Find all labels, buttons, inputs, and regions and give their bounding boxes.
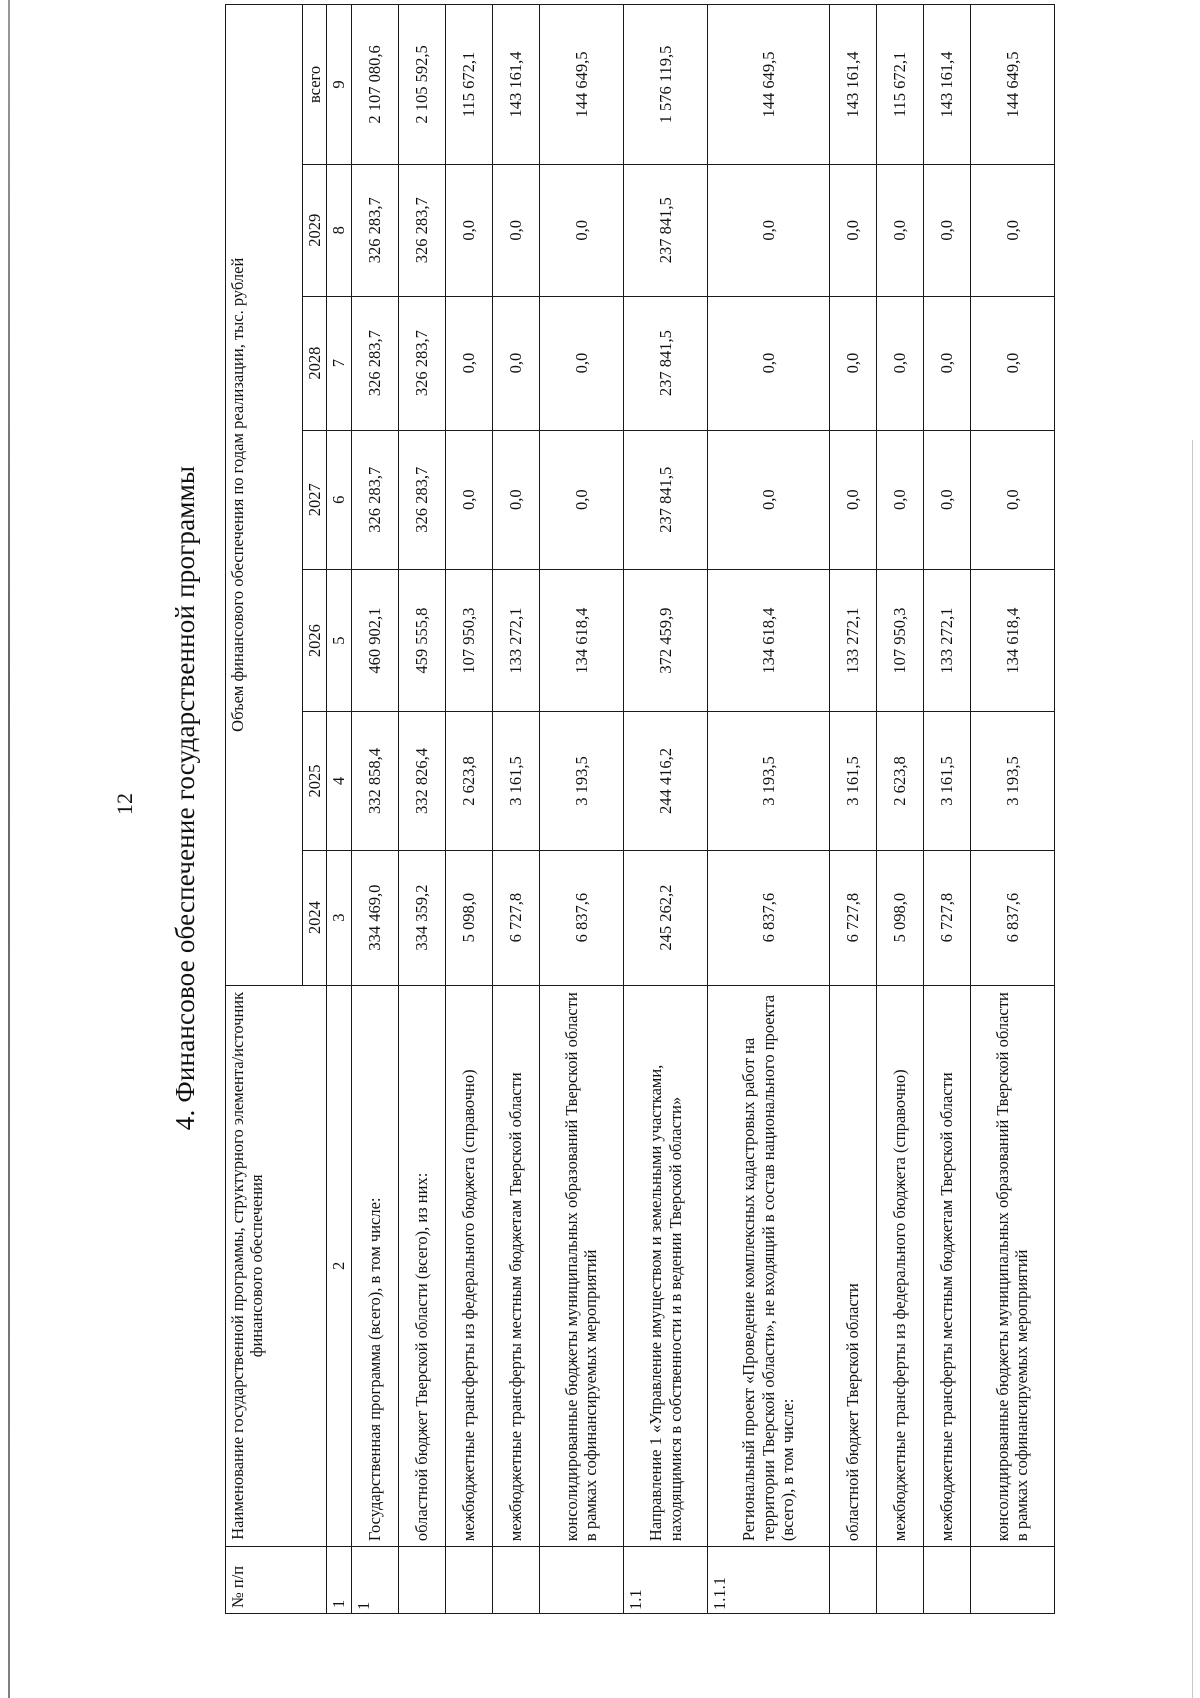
- table-body: [226, 5, 1055, 1614]
- row-year-value: 0,0: [829, 296, 876, 430]
- row-year-value: 134 618,4: [708, 569, 830, 712]
- column-number: 6: [327, 430, 351, 569]
- row-year-value: 0,0: [445, 430, 492, 569]
- row-year-value: 5 098,0: [445, 850, 492, 985]
- row-year-value: 134 618,4: [970, 569, 1054, 712]
- row-year-value: 3 161,5: [492, 712, 539, 850]
- column-number: 3: [327, 850, 351, 985]
- header-num: № п/п: [226, 1547, 327, 1614]
- row-year-value: 0,0: [970, 430, 1054, 569]
- column-number: 2: [327, 985, 351, 1547]
- row-year-value: 6 837,6: [539, 850, 623, 985]
- header-year: 2025: [303, 712, 327, 850]
- row-year-value: 0,0: [445, 164, 492, 296]
- row-year-value: 0,0: [492, 164, 539, 296]
- row-year-value: 134 618,4: [539, 569, 623, 712]
- row-year-value: 326 283,7: [398, 296, 445, 430]
- row-year-value: 326 283,7: [398, 430, 445, 569]
- header-volume: Объем финансового обеспечения по годам реализации, тыс. рублей: [226, 5, 303, 986]
- row-year-value: 0,0: [876, 430, 923, 569]
- row-year-value: 0,0: [539, 164, 623, 296]
- row-year-value: 460 902,1: [351, 569, 398, 712]
- row-year-value: 0,0: [970, 164, 1054, 296]
- row-year-value: 0,0: [708, 296, 830, 430]
- table-row: [970, 5, 1054, 1614]
- table-row: [923, 5, 970, 1614]
- table-row: [876, 5, 923, 1614]
- column-number: 1: [327, 1547, 351, 1614]
- row-name: консолидированные бюджеты муниципальных образований Тверской области в рамках софинансируемых мероприятий: [539, 985, 623, 1547]
- table-row: [492, 5, 539, 1614]
- row-year-value: 0,0: [492, 296, 539, 430]
- row-name: межбюджетные трансферты из федерального бюджета (справочно): [445, 985, 492, 1547]
- table-row: [445, 5, 492, 1614]
- row-number: [923, 1547, 970, 1614]
- header-year: 2028: [303, 296, 327, 430]
- header-year: 2026: [303, 569, 327, 712]
- row-year-value: 0,0: [829, 164, 876, 296]
- row-name: Государственная программа (всего), в том числе:: [351, 985, 398, 1547]
- row-year-value: 133 272,1: [492, 569, 539, 712]
- column-number: 5: [327, 569, 351, 712]
- header-total: всего: [303, 5, 327, 165]
- row-year-value: 237 841,5: [623, 296, 707, 430]
- row-year-value: 0,0: [923, 430, 970, 569]
- row-year-value: 3 161,5: [923, 712, 970, 850]
- row-year-value: 0,0: [876, 296, 923, 430]
- row-name: межбюджетные трансферты местным бюджетам Тверской области: [492, 985, 539, 1547]
- row-year-value: 244 416,2: [623, 712, 707, 850]
- table-row: [351, 5, 398, 1614]
- row-total-value: 144 649,5: [708, 5, 830, 165]
- row-year-value: 3 193,5: [539, 712, 623, 850]
- row-year-value: 3 161,5: [829, 712, 876, 850]
- row-name: областной бюджет Тверской области (всего), из них:: [398, 985, 445, 1547]
- row-number: 1.1: [623, 1547, 707, 1614]
- row-name: межбюджетные трансферты местным бюджетам Тверской области: [923, 985, 970, 1547]
- row-total-value: 115 672,1: [876, 5, 923, 165]
- column-number: 9: [327, 5, 351, 165]
- table-row: [539, 5, 623, 1614]
- row-year-value: 2 623,8: [445, 712, 492, 850]
- row-year-value: 326 283,7: [351, 164, 398, 296]
- row-year-value: 0,0: [445, 296, 492, 430]
- table-row: [398, 5, 445, 1614]
- row-year-value: 2 623,8: [876, 712, 923, 850]
- row-year-value: 0,0: [829, 430, 876, 569]
- row-year-value: 133 272,1: [923, 569, 970, 712]
- row-year-value: 3 193,5: [708, 712, 830, 850]
- column-number: 7: [327, 296, 351, 430]
- row-year-value: 5 098,0: [876, 850, 923, 985]
- row-year-value: 0,0: [970, 296, 1054, 430]
- header-year: 2029: [303, 164, 327, 296]
- row-year-value: 237 841,5: [623, 430, 707, 569]
- row-year-value: 334 359,2: [398, 850, 445, 985]
- header-name: Наименование государственной программы, структурного элемента/источник финансового обеспечения: [226, 985, 327, 1547]
- row-year-value: 245 262,2: [623, 850, 707, 985]
- header-row: [226, 5, 303, 1614]
- row-number: [829, 1547, 876, 1614]
- column-number: 8: [327, 164, 351, 296]
- row-year-value: 0,0: [923, 164, 970, 296]
- row-year-value: 6 727,8: [923, 850, 970, 985]
- row-year-value: 459 555,8: [398, 569, 445, 712]
- row-year-value: 326 283,7: [398, 164, 445, 296]
- row-year-value: 107 950,3: [876, 569, 923, 712]
- row-number: 1: [351, 1547, 398, 1614]
- header-year: 2027: [303, 430, 327, 569]
- row-year-value: 6 727,8: [492, 850, 539, 985]
- row-year-value: 6 727,8: [829, 850, 876, 985]
- row-year-value: 334 469,0: [351, 850, 398, 985]
- row-total-value: 2 105 592,5: [398, 5, 445, 165]
- section-title: 4. Финансовое обеспечение государственной программы: [170, 465, 200, 1131]
- row-number: [876, 1547, 923, 1614]
- row-year-value: 332 826,4: [398, 712, 445, 850]
- row-year-value: 0,0: [539, 296, 623, 430]
- row-number: [539, 1547, 623, 1614]
- row-name: консолидированные бюджеты муниципальных образований Тверской области в рамках софинансируемых мероприятий: [970, 985, 1054, 1547]
- row-total-value: 143 161,4: [492, 5, 539, 165]
- row-number: [492, 1547, 539, 1614]
- column-number: 4: [327, 712, 351, 850]
- row-year-value: 237 841,5: [623, 164, 707, 296]
- row-year-value: 0,0: [708, 430, 830, 569]
- row-year-value: 6 837,6: [708, 850, 830, 985]
- row-year-value: 326 283,7: [351, 430, 398, 569]
- row-total-value: 143 161,4: [923, 5, 970, 165]
- page-number: 12: [112, 793, 137, 815]
- row-name: Направление 1 «Управление имуществом и земельными участками, находящимися в собственности и в ведении Тверской области»: [623, 985, 707, 1547]
- row-number: 1.1.1: [708, 1547, 830, 1614]
- row-name: межбюджетные трансферты из федерального бюджета (справочно): [876, 985, 923, 1547]
- table-row: [829, 5, 876, 1614]
- table-row: [708, 5, 830, 1614]
- column-number-row: [327, 5, 351, 1614]
- row-year-value: 0,0: [492, 430, 539, 569]
- row-total-value: 1 576 119,5: [623, 5, 707, 165]
- row-total-value: 143 161,4: [829, 5, 876, 165]
- row-year-value: 0,0: [539, 430, 623, 569]
- row-year-value: 372 459,9: [623, 569, 707, 712]
- row-number: [445, 1547, 492, 1614]
- row-total-value: 115 672,1: [445, 5, 492, 165]
- row-number: [398, 1547, 445, 1614]
- row-total-value: 2 107 080,6: [351, 5, 398, 165]
- row-year-value: 107 950,3: [445, 569, 492, 712]
- row-year-value: 0,0: [708, 164, 830, 296]
- row-total-value: 144 649,5: [970, 5, 1054, 165]
- row-year-value: 0,0: [923, 296, 970, 430]
- row-name: областной бюджет Тверской области: [829, 985, 876, 1547]
- row-year-value: 3 193,5: [970, 712, 1054, 850]
- row-year-value: 6 837,6: [970, 850, 1054, 985]
- header-year: 2024: [303, 850, 327, 985]
- financing-table: [225, 4, 1055, 1614]
- row-year-value: 332 858,4: [351, 712, 398, 850]
- table-row: [623, 5, 707, 1614]
- row-year-value: 326 283,7: [351, 296, 398, 430]
- row-year-value: 0,0: [876, 164, 923, 296]
- row-total-value: 144 649,5: [539, 5, 623, 165]
- row-number: [970, 1547, 1054, 1614]
- row-year-value: 133 272,1: [829, 569, 876, 712]
- row-name: Региональный проект «Проведение комплексных кадастровых работ на территории Тверской области», не входящий в состав национального проекта (всего), в том числе:: [708, 985, 830, 1547]
